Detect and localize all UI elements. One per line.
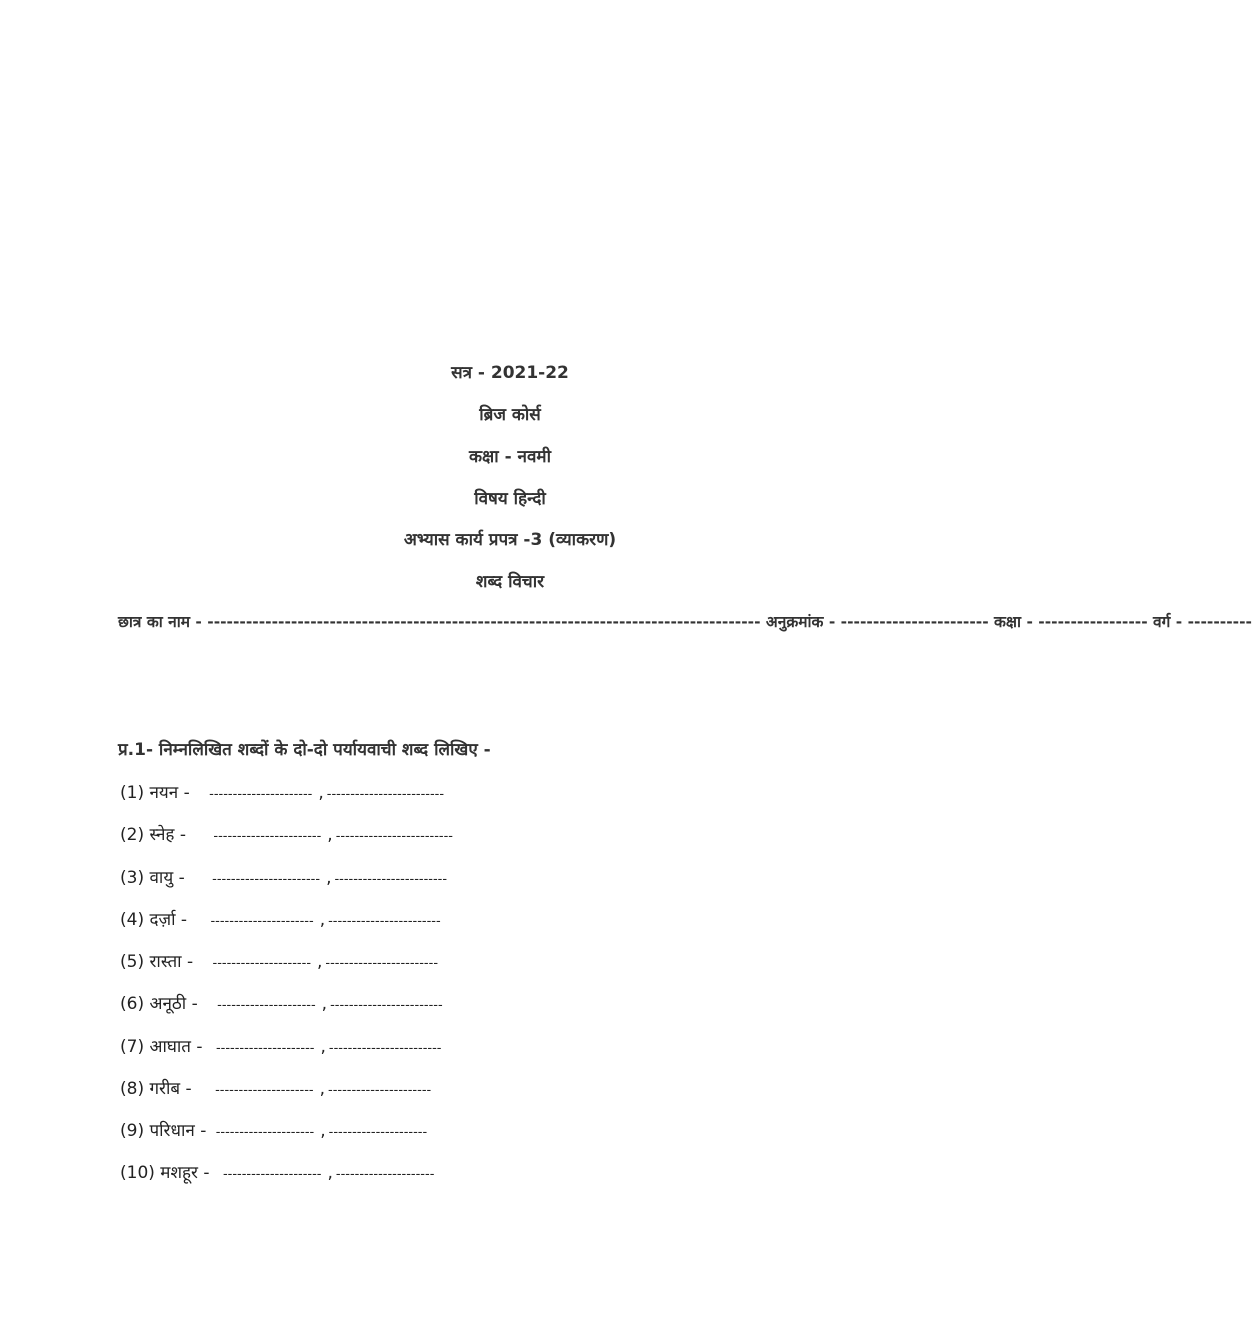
- answer-blank: ------------------------: [328, 914, 441, 929]
- separator: ,: [320, 1121, 326, 1141]
- item-word: (6) अनूठी -: [120, 994, 198, 1014]
- answer-blank: ---------------------: [215, 1125, 315, 1140]
- list-item: [120, 949, 438, 972]
- answer-blank: -------------------------: [326, 787, 445, 802]
- answer-blank: -----------------------: [212, 872, 321, 887]
- answer-blank: ---------------------: [217, 998, 316, 1013]
- session-heading: सत्र - 2021-22: [451, 363, 569, 383]
- list-item: [120, 1034, 441, 1057]
- list-item: [120, 780, 444, 803]
- answer-blank: ----------------------: [210, 914, 314, 929]
- item-word: (10) मशहूर -: [120, 1163, 210, 1183]
- subject-heading: विषय हिन्दी: [474, 489, 546, 509]
- list-item: [120, 865, 447, 888]
- item-word: (5) रास्ता -: [120, 952, 194, 972]
- student-details-line: छात्र का नाम - -------------------------------------------------------------------------------------- अनुक्रमांक - ----------------------- कक्षा - ----------------- वर्ग - ----------: [118, 613, 1252, 631]
- list-item: [120, 1076, 431, 1099]
- item-word: (4) दर्ज़ा -: [120, 910, 188, 930]
- separator: ,: [319, 1079, 325, 1099]
- course-heading: ब्रिज कोर्स: [479, 405, 541, 425]
- answer-blank: ------------------------: [328, 1041, 442, 1056]
- answer-blank: ---------------------: [212, 956, 312, 971]
- item-word: (7) आघात -: [120, 1037, 203, 1057]
- class-heading: कक्षा - नवमी: [469, 447, 551, 467]
- answer-blank: ------------------------: [330, 998, 443, 1013]
- topic-heading: शब्द विचार: [475, 572, 545, 592]
- item-word: (9) परिधान -: [120, 1121, 207, 1141]
- item-word: (1) नयन -: [120, 783, 190, 803]
- list-item: [120, 1118, 427, 1141]
- list-item: [120, 991, 443, 1014]
- separator: ,: [317, 952, 323, 972]
- answer-blank: ----------------------: [328, 1083, 432, 1098]
- list-item: [120, 822, 453, 845]
- separator: ,: [327, 1163, 333, 1183]
- answer-blank: ---------------------: [335, 1167, 435, 1182]
- list-item: [120, 907, 441, 930]
- separator: ,: [318, 783, 324, 803]
- item-word: (3) वायु -: [120, 868, 185, 888]
- answer-blank: ------------------------: [334, 872, 448, 887]
- separator: ,: [327, 825, 333, 845]
- answer-blank: -----------------------: [213, 829, 322, 844]
- question-title: प्र.1- निम्नलिखित शब्दों के दो-दो पर्यायवाची शब्द लिखिए -: [118, 740, 491, 760]
- worksheet-heading: अभ्यास कार्य प्रपत्र -3 (व्याकरण): [403, 530, 617, 550]
- answer-blank: -------------------------: [335, 829, 453, 844]
- list-item: [120, 1160, 434, 1183]
- answer-blank: ---------------------: [222, 1167, 322, 1182]
- answer-blank: ----------------------: [209, 787, 313, 802]
- answer-blank: ---------------------: [215, 1083, 314, 1098]
- item-word: (8) गरीब -: [120, 1079, 192, 1099]
- answer-blank: ---------------------: [328, 1125, 428, 1140]
- answer-blank: ------------------------: [325, 956, 439, 971]
- answer-blank: ---------------------: [215, 1041, 315, 1056]
- separator: ,: [326, 868, 332, 888]
- separator: ,: [321, 994, 328, 1014]
- separator: ,: [320, 1037, 326, 1057]
- item-word: (2) स्नेह -: [120, 825, 186, 845]
- separator: ,: [319, 910, 326, 930]
